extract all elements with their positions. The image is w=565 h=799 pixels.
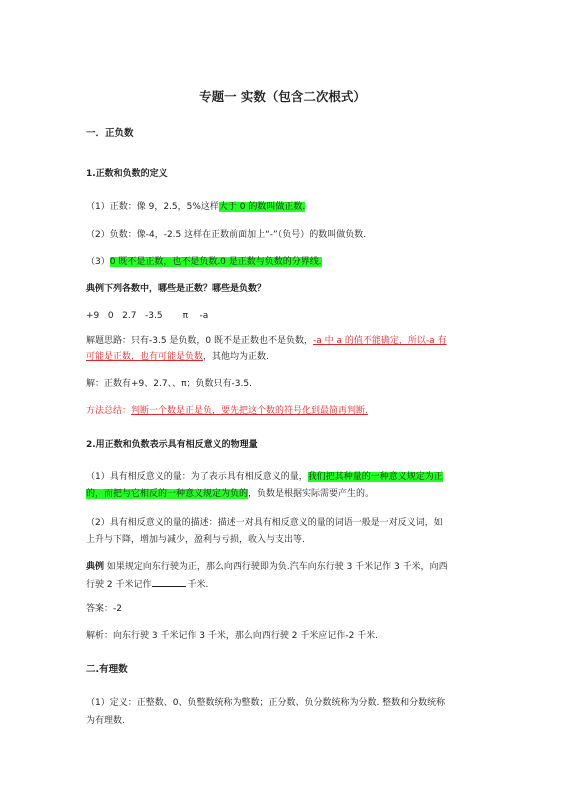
red-underlined-text: -a 中 a 的值不能确定，所以-a 有 bbox=[313, 336, 447, 346]
paragraph-text: 解题思路：只有-3.5 是负数，0 既不是正数也不是负数， bbox=[86, 336, 314, 346]
paragraph-rational-definition-line1: （1）定义：正整数、0、负整数统称为整数；正分数、负分数统称为分数. 整数和分数统称 bbox=[86, 698, 446, 708]
paragraph-text: （1）正数：像 9，2.5，5%这样 bbox=[86, 202, 219, 212]
solution-thinking-line2 bbox=[86, 351, 269, 363]
example-question: 典例下列各数中，哪些是正数？哪些是负数？ bbox=[86, 284, 267, 294]
example-label: 典例 bbox=[86, 562, 105, 572]
example-line1 bbox=[86, 561, 448, 573]
answer-line: 答案：-2 bbox=[86, 604, 122, 614]
paragraph-negative-definition: （2）负数：像-4，-2.5 这样在正数前面加上“-”（负号）的数叫做负数. bbox=[86, 230, 367, 240]
analysis-line: 解析：向东行驶 3 千米记作 3 千米，那么向西行驶 2 千米应记作-2 千米. bbox=[86, 631, 379, 641]
paragraph-description-line2: 上升与下降，增加与减少，盈利与亏损，收入与支出等. bbox=[86, 535, 305, 545]
red-underlined-text: 判断一个数是正是负，要先把这个数的符号化到最简再判断. bbox=[131, 406, 368, 416]
paragraph-opposite-meaning-line1 bbox=[86, 471, 443, 483]
highlighted-text: 大于 0 的数叫做正数. bbox=[218, 202, 306, 212]
solution-answer: 解：正数有+9、2.7、、π；负数只有-3.5. bbox=[86, 379, 252, 389]
paragraph-text: 行驶 2 千米记作 bbox=[86, 580, 152, 590]
paragraph-text: ，其他均为正数. bbox=[203, 352, 269, 362]
highlighted-text: 0 既不是正数，也不是负数.0 是正数与负数的分界线. bbox=[109, 257, 322, 267]
page-title: 专题一 实数（包含二次根式） bbox=[199, 89, 366, 104]
fill-in-blank bbox=[152, 578, 186, 587]
subsection-heading-definition: 1.正数和负数的定义 bbox=[86, 169, 168, 179]
section-heading-positive-negative: 一．正负数 bbox=[86, 128, 134, 139]
example-line2 bbox=[86, 578, 208, 591]
paragraph-text: （1）具有相反意义的量：为了表示具有相反意义的量， bbox=[86, 472, 308, 482]
paragraph-text: ，负数是根据实际需要产生的。 bbox=[248, 489, 375, 499]
highlighted-text: 我们把其种量的一种意义规定为正 bbox=[307, 472, 443, 482]
paragraph-text: （3） bbox=[86, 257, 110, 267]
summary-label: 方法总结： bbox=[86, 406, 132, 416]
subsection-heading-opposite-quantities: 2.用正数和负数表示具有相反意义的物理量 bbox=[86, 440, 258, 450]
solution-thinking-line1 bbox=[86, 335, 447, 347]
paragraph-opposite-meaning-line2 bbox=[86, 488, 374, 500]
paragraph-text: 如果规定向东行驶为正，那么向西行驶即为负.汽车向东行驶 3 千米记作 3 千米，向西 bbox=[104, 562, 448, 572]
paragraph-zero-definition bbox=[86, 256, 322, 268]
paragraph-positive-definition bbox=[86, 201, 305, 213]
method-summary bbox=[86, 405, 368, 417]
example-numbers: +9 0 2.7 -3.5 π -a bbox=[86, 311, 209, 321]
section-heading-rational-numbers: 二.有理数 bbox=[86, 664, 128, 675]
paragraph-text: 千米. bbox=[187, 580, 209, 590]
paragraph-rational-definition-line2: 为有理数. bbox=[86, 716, 125, 726]
highlighted-text: 的，而把与它相反的一种意义规定为负的 bbox=[86, 489, 249, 499]
red-underlined-text: 可能是正数，也有可能是负数 bbox=[86, 352, 204, 362]
paragraph-description-line1: （2）具有相反意义的量的描述：描述一对具有相反意义的量的词语一般是一对反义词，如 bbox=[86, 518, 443, 528]
